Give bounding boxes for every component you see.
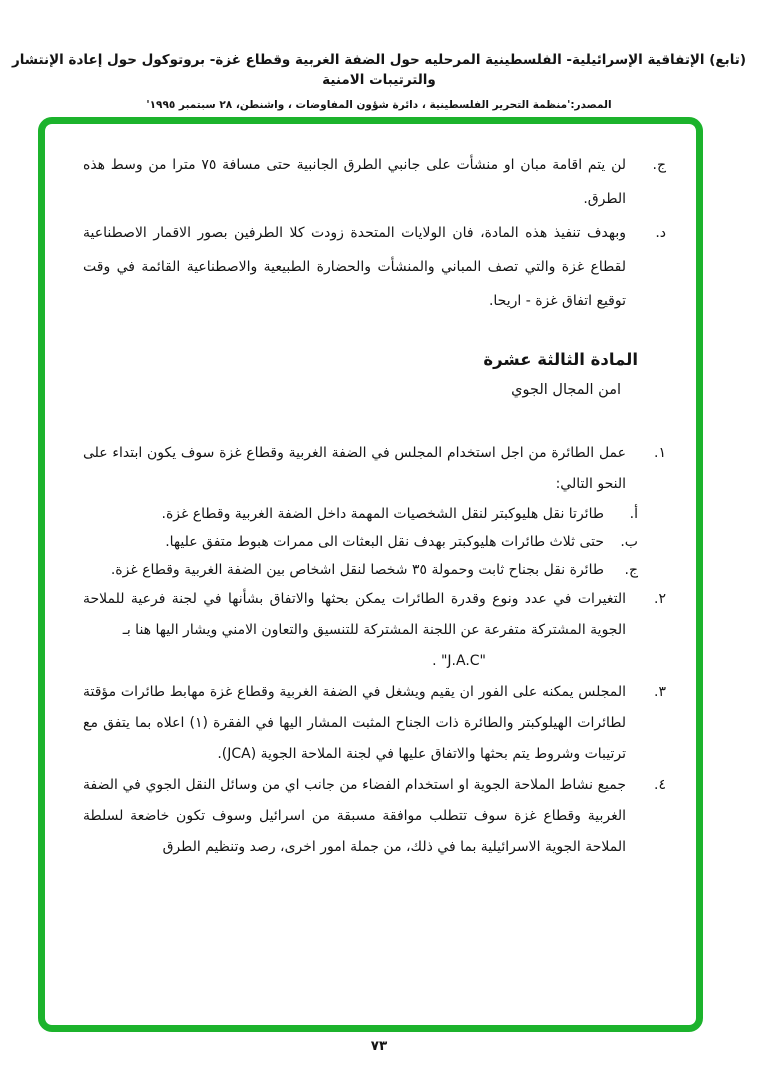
document-source: المصدر:'منظمة التحرير الفلسطينية ، دائرة شؤون المفاوضات ، واشنطن، ٢٨ سبتمبر ١٩٩٥' xyxy=(146,99,612,111)
list-item xyxy=(83,216,666,318)
list-item-marker: أ. xyxy=(629,506,638,522)
list-item-marker: ج. xyxy=(624,562,638,578)
list-item-text: طائرة نقل بجناح ثابت وحمولة ٣٥ شخصا لنقل اشخاص بين الضفة الغربية وقطاع غزة. xyxy=(110,562,604,578)
article-title: المادة الثالثة عشرة xyxy=(483,350,638,369)
list-item-marker: ج. xyxy=(652,157,666,173)
list-item-text: طائرتا نقل هليوكبتر لنقل الشخصيات المهمة داخل الضفة الغربية وقطاع غزة. xyxy=(161,506,604,522)
content-frame xyxy=(38,117,703,1032)
page-number: ٧٣ xyxy=(370,1038,388,1054)
list-item-text: لن يتم اقامة مبان او منشأت على جانبي الطرق الجانبية حتى مسافة ٧٥ مترا من وسط هذه الطرق. xyxy=(83,157,626,207)
list-item xyxy=(83,500,638,528)
list-item-text: المجلس يمكنه على الفور ان يقيم ويشغل في الضفة الغربية وقطاع غزة مهابط طائرات مؤقتة لطائرات الهيلوكبتر والطائرة ذات الجناح المثبت المشار اليها في الفقرة (١) اعلاه بما يتفق مع ترتيبات وشروط يتم بحثها والاتفاق عليها في لجنة الملاحة الجوية (JCA). xyxy=(83,684,627,762)
list-item xyxy=(83,677,666,770)
list-item-marker: ٢. xyxy=(654,591,666,607)
document-header xyxy=(8,50,750,112)
document-title: (تابع) الإتفاقية الإسرائيلية- الفلسطينية المرحليه حول الضفة الغربية وقطاع غزة- بروتوكول حول إعادة الإنتشار والترتيبات الامنية xyxy=(11,52,747,88)
list-item-marker: ٤. xyxy=(654,777,666,793)
jac-reference: "J.A.C" . xyxy=(432,653,486,669)
list-item-text: جميع نشاط الملاحة الجوية او استخدام الفضاء من جانب اي من وسائل النقل الجوي في الضفة الغربية وقطاع غزة سوف تتطلب موافقة مسبقة من اسرائيل وسوف تكون خاضعة لسلطة الملاحة الجوية الاسرائيلية بما في ذلك، من جملة امور اخرى، رصد وتنظيم الطرق xyxy=(83,777,626,855)
list-item-marker: ٣. xyxy=(654,684,666,700)
article-clause-list xyxy=(83,438,666,863)
list-item xyxy=(83,770,666,863)
list-item-marker: د. xyxy=(655,225,666,241)
list-item-text: التغيرات في عدد ونوع وقدرة الطائرات يمكن بحثها والاتفاق بشأنها في لجنة فرعية للملاحة الجوية المشتركة متفرعة عن اللجنة المشتركة للتنسيق والتعاون الامني ويشار اليها هنا بـ xyxy=(83,591,626,638)
list-item-text: عمل الطائرة من اجل استخدام المجلس في الضفة الغربية وقطاع غزة سوف يكون ابتداء على النحو التالي: xyxy=(83,445,626,492)
list-item xyxy=(83,528,638,556)
list-item xyxy=(83,148,666,216)
list-item-text: وبهدف تنفيذ هذه المادة، فان الولايات المتحدة زودت كلا الطرفين بصور الاقمار الاصطناعية لقطاع غزة والتي تصف المباني والمنشأت والحضارة الطبيعية والاصطناعية القائمة في وقت توقيع اتفاق غزة - اريحا. xyxy=(83,225,626,309)
list-item-marker: ١. xyxy=(654,445,666,461)
list-item-marker: ب. xyxy=(620,534,638,550)
continued-clause-list xyxy=(83,148,666,318)
sub-clause-list xyxy=(83,500,638,584)
list-item xyxy=(83,584,666,646)
article-subtitle: امن المجال الجوي xyxy=(511,382,621,398)
list-item xyxy=(83,438,666,500)
list-item-text: حتى ثلاث طائرات هليوكبتر بهدف نقل البعثات الى ممرات هبوط متفق عليها. xyxy=(165,534,604,550)
list-item xyxy=(83,556,638,584)
